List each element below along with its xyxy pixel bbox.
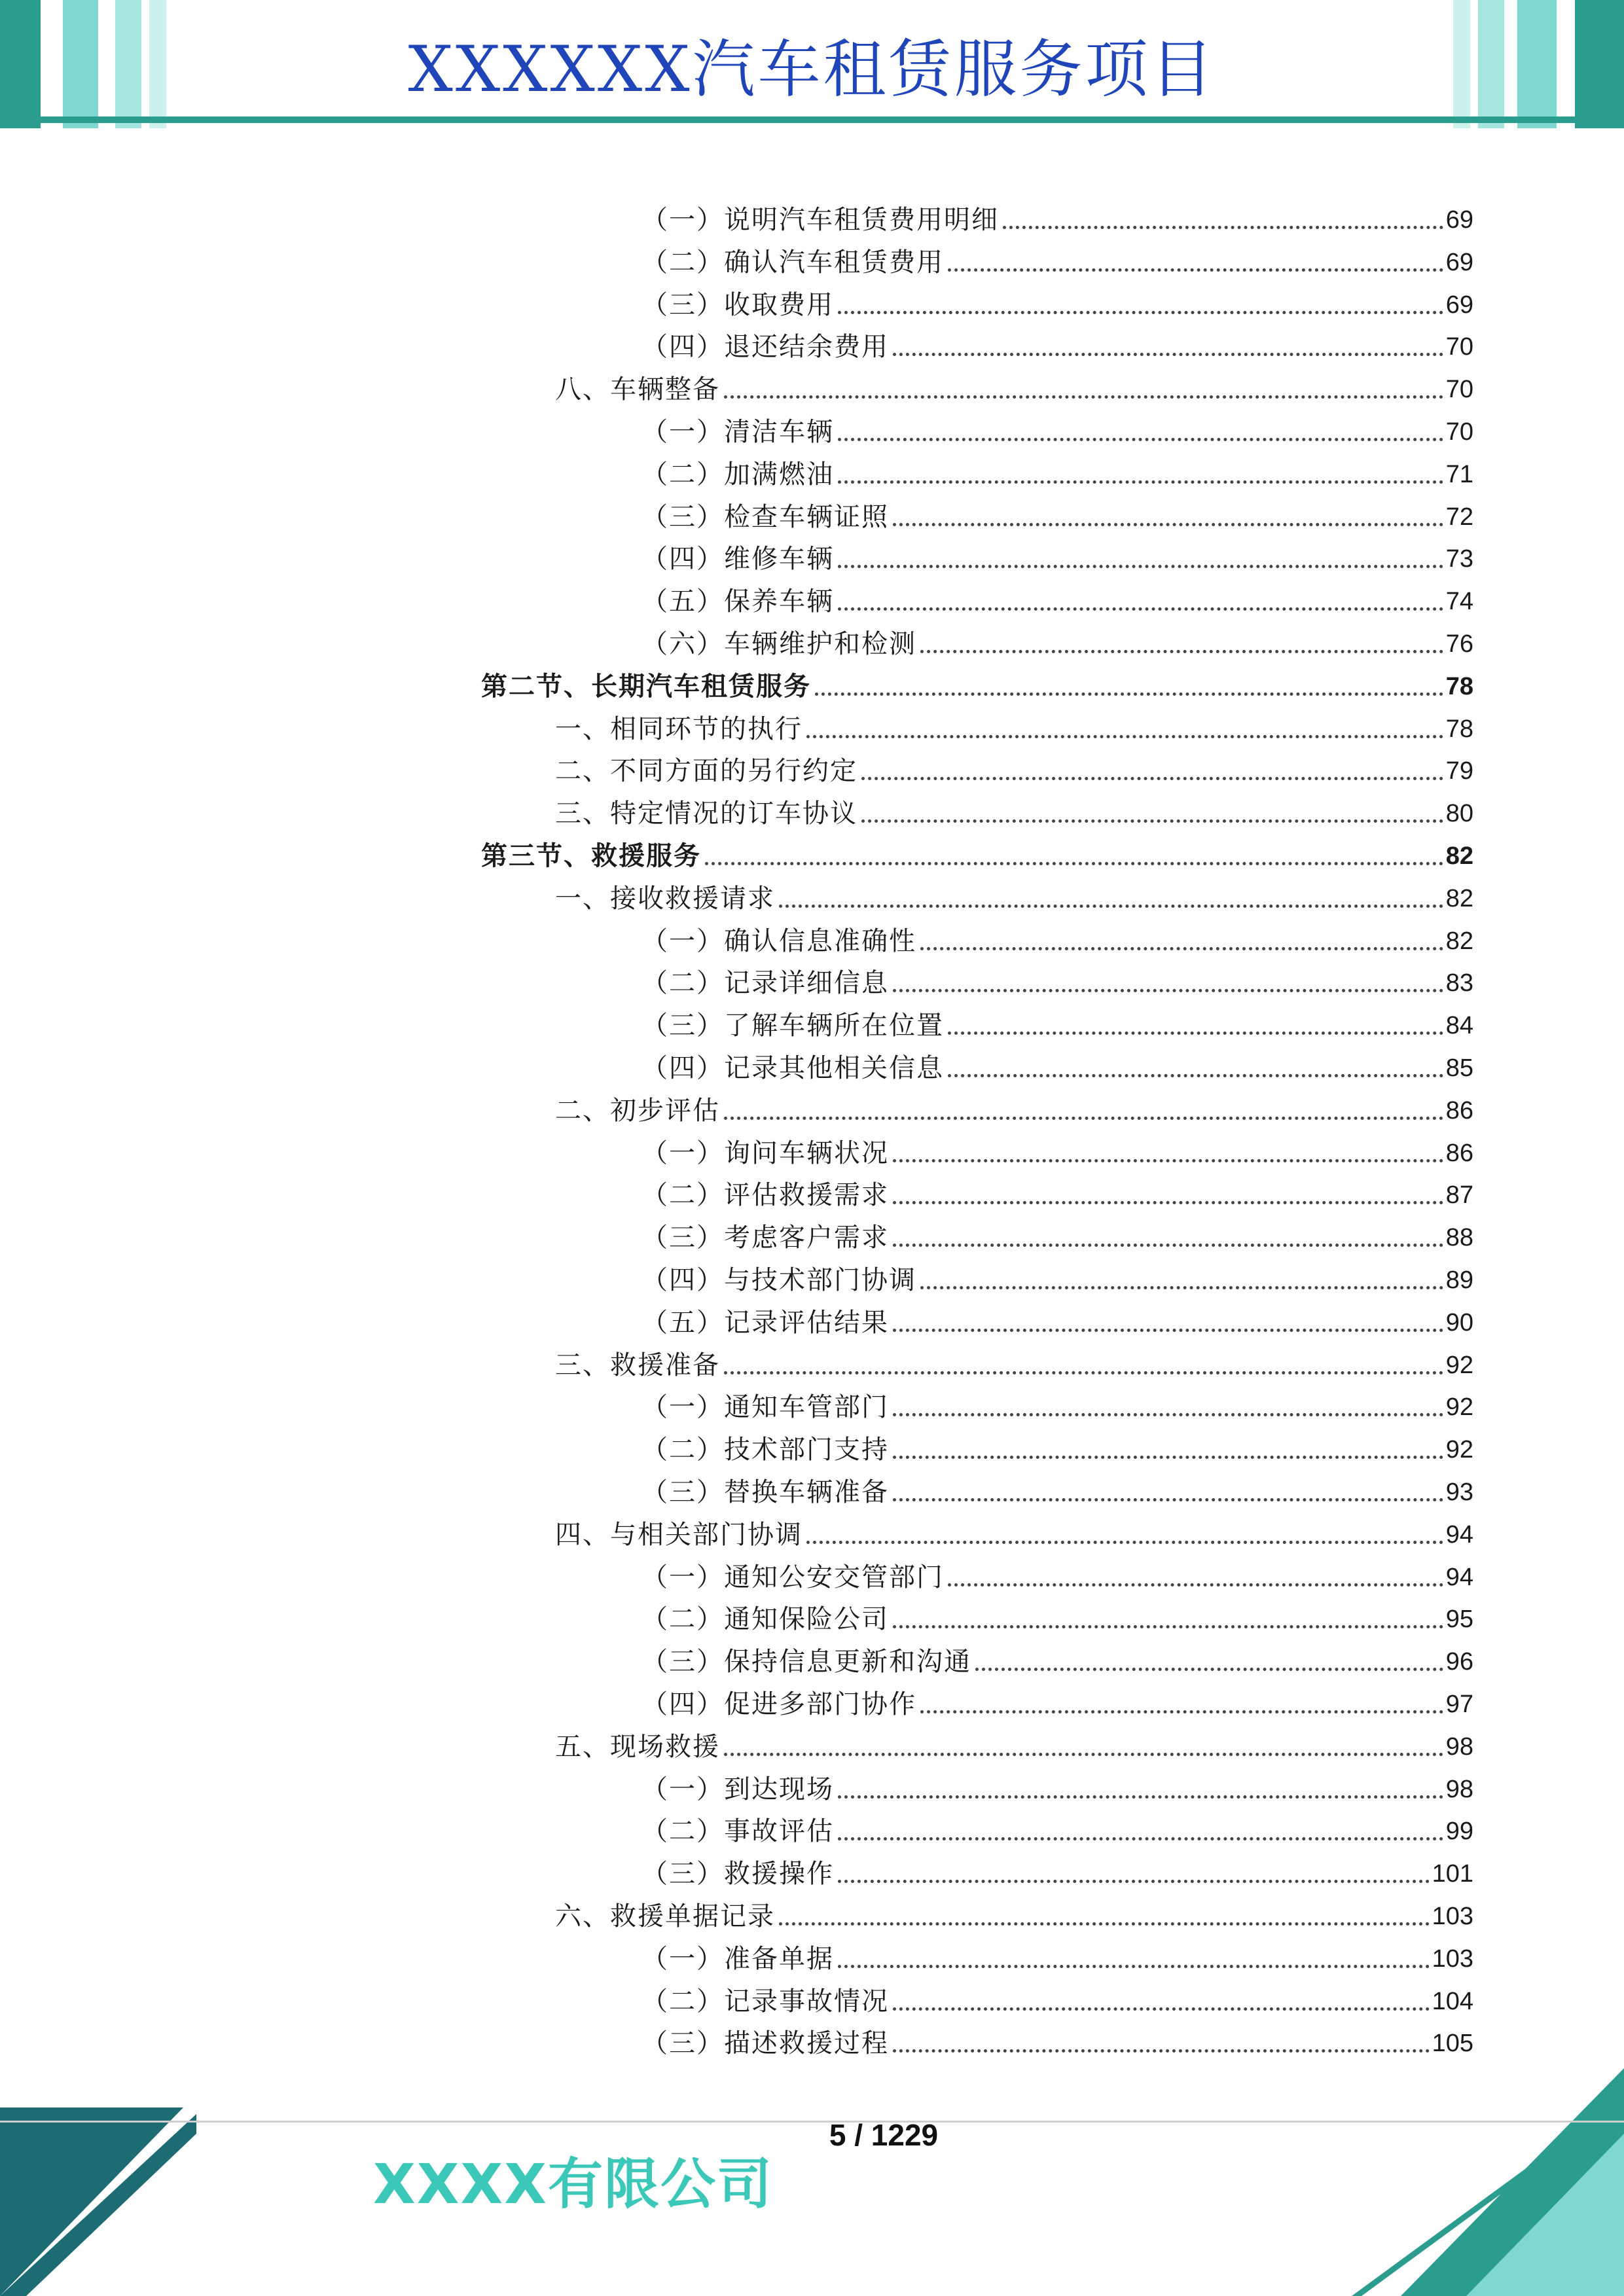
- toc-dot-leader: [861, 819, 1443, 823]
- toc-entry-label: （二）加满燃油: [641, 459, 834, 490]
- toc-entry-page: 101: [1432, 1860, 1473, 1888]
- toc-entry[interactable]: [641, 1172, 1473, 1211]
- toc-entry[interactable]: [641, 1808, 1473, 1847]
- toc-dot-leader: [893, 523, 1443, 526]
- toc-dot-leader: [893, 2049, 1430, 2053]
- toc-dot-leader: [893, 1456, 1443, 1459]
- toc-dot-leader: [838, 607, 1443, 611]
- toc-entry-label: （二）事故评估: [641, 1816, 834, 1846]
- header-divider: [0, 117, 1624, 123]
- toc-entry-page: 70: [1445, 418, 1473, 446]
- document-title: XXXXXX汽车租赁服务项目: [408, 33, 1216, 106]
- toc-entry-page: 92: [1445, 1393, 1473, 1421]
- toc-entry[interactable]: [555, 790, 1473, 829]
- toc-dot-leader: [838, 1880, 1430, 1883]
- toc-entry-page: 90: [1445, 1309, 1473, 1336]
- toc-entry-page: 92: [1445, 1352, 1473, 1379]
- toc-entry-label: （一）通知车管部门: [641, 1392, 889, 1422]
- toc-entry-label: （三）保持信息更新和沟通: [641, 1647, 971, 1677]
- toc-entry-page: 88: [1445, 1224, 1473, 1251]
- toc-entry[interactable]: [641, 1935, 1473, 1975]
- toc-dot-leader: [893, 1329, 1443, 1332]
- toc-entry[interactable]: [641, 1469, 1473, 1508]
- toc-entry[interactable]: [641, 408, 1473, 448]
- toc-entry[interactable]: [555, 1723, 1473, 1763]
- toc-dot-leader: [948, 268, 1443, 272]
- toc-entry-label: 第三节、救援服务: [481, 841, 701, 871]
- toc-entry[interactable]: [641, 1426, 1473, 1465]
- toc-entry[interactable]: [555, 706, 1473, 745]
- toc-dot-leader: [893, 353, 1443, 356]
- toc-entry-page: 94: [1445, 1564, 1473, 1591]
- toc-entry[interactable]: [641, 1384, 1473, 1423]
- toc-entry[interactable]: [641, 281, 1473, 321]
- toc-entry-label: （三）检查车辆证照: [641, 502, 889, 532]
- toc-entry[interactable]: [555, 366, 1473, 405]
- toc-entry[interactable]: [641, 1299, 1473, 1338]
- toc-entry[interactable]: [641, 620, 1473, 660]
- toc-entry-label: （五）保养车辆: [641, 586, 834, 617]
- toc-entry[interactable]: [641, 1978, 1473, 2017]
- toc-entry-page: 98: [1445, 1733, 1473, 1761]
- toc-entry[interactable]: [555, 1087, 1473, 1126]
- toc-entry[interactable]: [641, 239, 1473, 278]
- toc-entry-page: 96: [1445, 1648, 1473, 1676]
- toc-entry-label: 六、救援单据记录: [555, 1901, 775, 1931]
- toc-entry-label: 第二节、长期汽车租赁服务: [481, 672, 811, 702]
- toc-dot-leader: [838, 1837, 1443, 1840]
- toc-entry-label: （四）维修车辆: [641, 544, 834, 574]
- toc-entry[interactable]: [641, 1045, 1473, 1084]
- toc-entry-label: 二、初步评估: [555, 1096, 720, 1126]
- page-number: 5 / 1229: [829, 2118, 939, 2152]
- toc-entry-page: 78: [1445, 715, 1473, 743]
- toc-entry[interactable]: [641, 535, 1473, 575]
- toc-dot-leader: [893, 1413, 1443, 1416]
- toc-entry-page: 84: [1445, 1012, 1473, 1039]
- toc-dot-leader: [724, 1117, 1443, 1120]
- toc-entry-page: 93: [1445, 1479, 1473, 1506]
- toc-entry[interactable]: [641, 1766, 1473, 1805]
- toc-entry[interactable]: [555, 1511, 1473, 1551]
- toc-dot-leader: [948, 1031, 1443, 1035]
- toc-dot-leader: [838, 1965, 1430, 1968]
- toc-entry-label: （二）记录事故情况: [641, 1986, 889, 2017]
- toc-entry-label: （二）记录详细信息: [641, 968, 889, 998]
- toc-entry-label: （六）车辆维护和检测: [641, 629, 916, 659]
- toc-entry-page: 82: [1445, 842, 1473, 870]
- toc-entry[interactable]: [641, 1596, 1473, 1635]
- toc-dot-leader: [806, 1541, 1443, 1544]
- toc-entry[interactable]: [641, 451, 1473, 490]
- toc-entry-page: 78: [1445, 673, 1473, 700]
- toc-dot-leader: [861, 777, 1443, 780]
- toc-entry-label: （一）询问车辆状况: [641, 1138, 889, 1168]
- toc-entry-page: 86: [1445, 1139, 1473, 1167]
- toc-entry-page: 69: [1445, 291, 1473, 319]
- toc-entry[interactable]: [641, 2020, 1473, 2059]
- toc-entry-page: 73: [1445, 545, 1473, 573]
- toc-dot-leader: [806, 735, 1443, 738]
- toc-dot-leader: [838, 438, 1443, 441]
- toc-entry-page: 95: [1445, 1605, 1473, 1633]
- toc-dot-leader: [893, 1244, 1443, 1247]
- page-header: [0, 0, 1624, 131]
- toc-entry-label: （一）通知公安交管部门: [641, 1562, 944, 1592]
- toc-entry-label: （二）评估救援需求: [641, 1180, 889, 1210]
- toc-entry-page: 105: [1432, 2030, 1473, 2057]
- toc-dot-leader: [920, 1710, 1443, 1713]
- toc-entry-label: （一）清洁车辆: [641, 417, 834, 447]
- toc-entry[interactable]: [641, 918, 1473, 957]
- toc-entry[interactable]: [641, 960, 1473, 999]
- toc-entry-label: （三）了解车辆所在位置: [641, 1011, 944, 1041]
- toc-entry-label: （四）与技术部门协调: [641, 1265, 916, 1295]
- toc-dot-leader: [893, 1498, 1443, 1501]
- toc-dot-leader: [838, 565, 1443, 568]
- toc-dot-leader: [815, 692, 1443, 696]
- toc-entry[interactable]: [641, 1257, 1473, 1296]
- toc-entry-page: 69: [1445, 249, 1473, 276]
- toc-entry-page: 87: [1445, 1181, 1473, 1209]
- toc-entry[interactable]: [555, 1893, 1473, 1932]
- toc-entry-page: 92: [1445, 1436, 1473, 1463]
- toc-entry-page: 104: [1432, 1988, 1473, 2015]
- toc-entry[interactable]: [641, 1214, 1473, 1253]
- toc-entry-page: 83: [1445, 969, 1473, 997]
- toc-entry-page: 69: [1445, 206, 1473, 234]
- footer-right-decoration: [1348, 2068, 1624, 2296]
- toc-entry-label: 二、不同方面的另行约定: [555, 756, 857, 786]
- toc-dot-leader: [893, 1201, 1443, 1204]
- toc-dot-leader: [838, 311, 1443, 314]
- toc-entry-label: 八、车辆整备: [555, 374, 720, 404]
- toc-entry[interactable]: [641, 1638, 1473, 1677]
- toc-entry[interactable]: [481, 663, 1473, 702]
- toc-dot-leader: [893, 2007, 1430, 2011]
- toc-dot-leader: [893, 989, 1443, 992]
- toc-entry-label: 五、现场救援: [555, 1732, 720, 1762]
- toc-dot-leader: [779, 1922, 1430, 1926]
- toc-entry-page: 70: [1445, 376, 1473, 403]
- toc-entry[interactable]: [555, 747, 1473, 787]
- toc-dot-leader: [724, 1371, 1443, 1374]
- company-name: XXXX有限公司: [373, 2152, 774, 2216]
- toc-entry-label: （五）记录评估结果: [641, 1308, 889, 1338]
- toc-entry-label: 一、接收救援请求: [555, 884, 775, 914]
- toc-entry-label: （二）通知保险公司: [641, 1604, 889, 1634]
- toc-entry-label: （三）救援操作: [641, 1859, 834, 1889]
- toc-dot-leader: [1003, 226, 1443, 229]
- toc-entry-label: （三）收取费用: [641, 290, 834, 320]
- toc-entry[interactable]: [481, 833, 1473, 872]
- toc-entry-label: （四）记录其他相关信息: [641, 1053, 944, 1083]
- toc-dot-leader: [920, 1286, 1443, 1289]
- toc-entry-label: （一）到达现场: [641, 1774, 834, 1804]
- toc-entry-label: （四）退还结余费用: [641, 332, 889, 362]
- toc-entry-page: 80: [1445, 800, 1473, 827]
- toc-dot-leader: [893, 1625, 1443, 1628]
- toc-entry-page: 89: [1445, 1266, 1473, 1294]
- toc-dot-leader: [779, 905, 1443, 908]
- toc-entry-page: 70: [1445, 333, 1473, 361]
- toc-entry-label: 三、救援准备: [555, 1350, 720, 1380]
- toc-dot-leader: [948, 1583, 1443, 1587]
- toc-entry-label: （四）促进多部门协作: [641, 1689, 916, 1719]
- toc-entry-page: 76: [1445, 630, 1473, 658]
- toc-entry-page: 97: [1445, 1691, 1473, 1718]
- toc-entry[interactable]: [641, 1554, 1473, 1593]
- toc-entry-label: （一）准备单据: [641, 1944, 834, 1974]
- toc-entry-page: 71: [1445, 461, 1473, 488]
- toc-entry-label: 四、与相关部门协调: [555, 1520, 803, 1550]
- toc-entry-page: 98: [1445, 1776, 1473, 1803]
- toc-entry-page: 82: [1445, 927, 1473, 955]
- toc-entry[interactable]: [641, 323, 1473, 363]
- footer-left-decoration: [0, 2094, 196, 2296]
- toc-entry-label: 三、特定情况的订车协议: [555, 798, 857, 829]
- toc-entry-label: （三）描述救援过程: [641, 2028, 889, 2058]
- toc-entry-label: （一）说明汽车租赁费用明细: [641, 205, 999, 235]
- toc-entry-page: 99: [1445, 1818, 1473, 1845]
- toc-entry[interactable]: [641, 1681, 1473, 1720]
- toc-dot-leader: [838, 480, 1443, 484]
- toc-dot-leader: [893, 1159, 1443, 1162]
- toc-entry-label: （三）替换车辆准备: [641, 1477, 889, 1507]
- toc-entry[interactable]: [641, 196, 1473, 236]
- toc-dot-leader: [724, 1753, 1443, 1756]
- toc-entry-label: （二）确认汽车租赁费用: [641, 247, 944, 278]
- toc-entry-page: 103: [1432, 1945, 1473, 1973]
- toc-dot-leader: [838, 1795, 1443, 1799]
- toc-entry-page: 74: [1445, 588, 1473, 615]
- toc-entry[interactable]: [641, 1002, 1473, 1041]
- toc-entry[interactable]: [641, 493, 1473, 533]
- toc-entry-page: 103: [1432, 1903, 1473, 1930]
- toc-entry-page: 82: [1445, 885, 1473, 912]
- toc-dot-leader: [948, 1074, 1443, 1077]
- toc-entry-page: 72: [1445, 503, 1473, 531]
- toc-entry-label: （二）技术部门支持: [641, 1435, 889, 1465]
- toc-entry-label: （三）考虑客户需求: [641, 1223, 889, 1253]
- toc-entry-page: 86: [1445, 1097, 1473, 1124]
- toc-entry[interactable]: [555, 1342, 1473, 1381]
- toc-dot-leader: [705, 862, 1443, 865]
- toc-dot-leader: [920, 947, 1443, 950]
- toc-entry-page: 85: [1445, 1054, 1473, 1082]
- toc-entry[interactable]: [641, 578, 1473, 617]
- toc-entry-page: 79: [1445, 757, 1473, 785]
- toc-entry-page: 94: [1445, 1521, 1473, 1549]
- toc-entry[interactable]: [555, 875, 1473, 914]
- toc-entry-label: （一）确认信息准确性: [641, 926, 916, 956]
- toc-entry[interactable]: [641, 1130, 1473, 1169]
- toc-dot-leader: [724, 395, 1443, 399]
- toc-entry[interactable]: [641, 1850, 1473, 1890]
- toc-entry-label: 一、相同环节的执行: [555, 714, 803, 744]
- toc-dot-leader: [920, 650, 1443, 653]
- toc-dot-leader: [975, 1668, 1443, 1671]
